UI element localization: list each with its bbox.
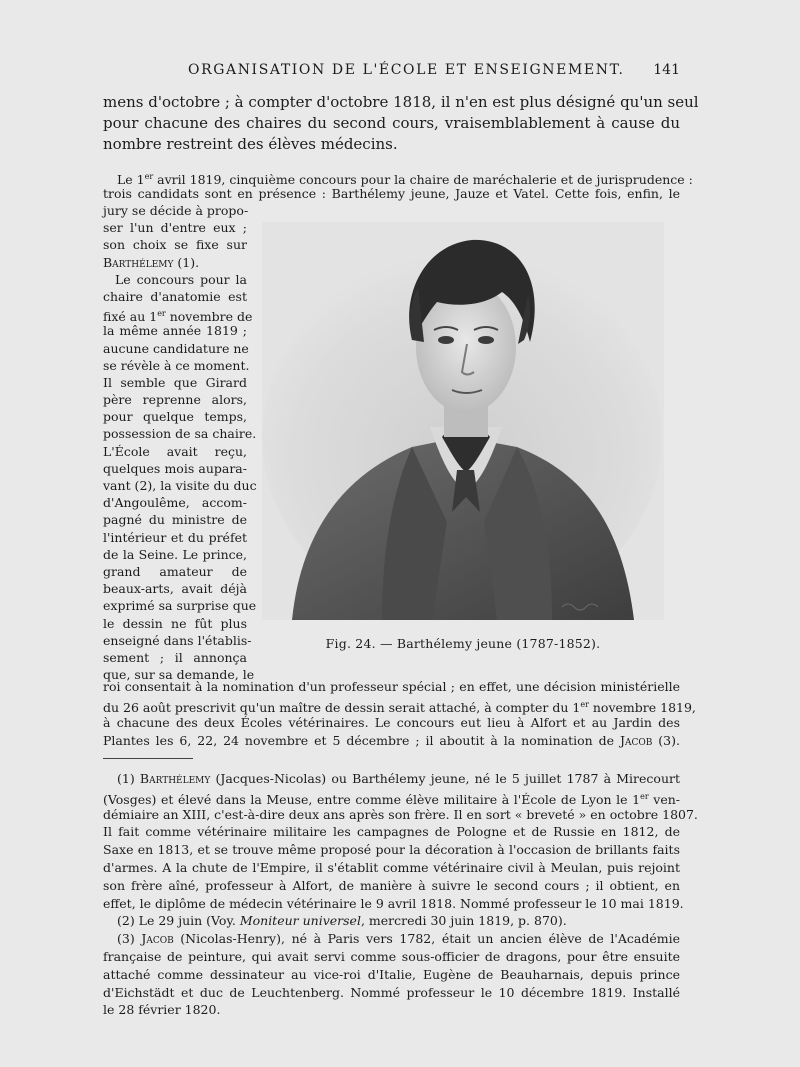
text-line: pour chacune des chaires du second cours, vraisemblablement à cause du (103, 114, 680, 132)
running-head (100, 62, 680, 82)
text-line: mens d'octobre ; à compter d'octobre 1818, il n'en est plus désigné qu'un seul (103, 93, 699, 111)
footnote-line: effet, le diplôme de médecin vétérinaire le 9 avril 1818. Nommé professeur le 10 mai 1819. (103, 895, 684, 911)
page-number: 141 (653, 62, 680, 78)
text-line: exprimé sa surprise que (103, 598, 257, 614)
text-line: que, sur sa demande, le (103, 667, 255, 683)
text-line: se révèle à ce moment. (103, 357, 250, 373)
text-line: possession de sa chaire. (103, 426, 257, 442)
text-line: à chacune des deux Écoles vétérinaires. Le concours eut lieu à Alfort et au Jardin des (103, 715, 680, 730)
text-line: d'Angoulême, accom- (103, 495, 247, 511)
footnote-line: son frère aîné, professeur à Alfort, de manière à suivre le second cours ; il obtient, en (103, 877, 680, 893)
paragraph-maitre-de-dessin (103, 678, 696, 750)
footnote-line: démiaire an XIII, c'est-à-dire deux ans après son frère. Il en sort « breveté » en octobre 1807. (103, 806, 698, 822)
footnote-rule (103, 758, 193, 759)
portrait-figure (262, 222, 664, 620)
text-line: du 26 août prescrivit qu'un maître de dessin serait attaché, à compter du 1er novembre 1819, (103, 700, 696, 715)
text-line: Barthélemy (1). (103, 254, 200, 270)
text-line: grand amateur de (103, 563, 247, 579)
footnote-line: attaché comme dessinateur au vice-roi d'Italie, Eugène de Beauharnais, depuis prince (103, 966, 680, 982)
lead-paragraph (103, 92, 699, 155)
text-line: enseigné dans l'établis- (103, 632, 252, 648)
footnote-line: française de peinture, qui avait servi comme sous-officier de dragons, pour être ensuite (103, 948, 680, 964)
text-column-beside-figure (103, 202, 257, 683)
text-line: ser l'un d'entre eux ; (103, 220, 247, 236)
footnote-line: Saxe en 1813, et se trouve même proposé pour la décoration à l'occasion de brillants faits (103, 842, 680, 858)
footnote-line: Il fait comme vétérinaire militaire les campagnes de Pologne et de Russie en 1812, de (103, 824, 680, 840)
figure-caption: Fig. 24. — Barthélemy jeune (1787-1852). (325, 636, 601, 651)
text-line: Plantes les 6, 22, 24 novembre et 5 décembre ; il aboutit à la nomination de Jacob (3). (103, 733, 680, 748)
footnote-line: le 28 février 1820. (103, 1002, 221, 1018)
footnotes (103, 770, 698, 1019)
text-line: l'intérieur et du préfet (103, 529, 247, 545)
text-line: fixé au 1er novembre de (103, 309, 253, 325)
text-line: roi consentait à la nomination d'un professeur spécial ; en effet, une décision ministérielle (103, 679, 680, 694)
text-line: quelques mois aupara- (103, 460, 247, 476)
running-head-title: ORGANISATION DE L'ÉCOLE ET ENSEIGNEMENT. (188, 62, 625, 78)
text-line: le dessin ne fût plus (103, 615, 247, 631)
text-line: pour quelque temps, (103, 409, 247, 425)
footnote-line: (Vosges) et élevé dans la Meuse, entre comme élève militaire à l'École de Lyon le 1er ven- (103, 791, 680, 807)
text-line: trois candidats sont en présence : Barthélemy jeune, Jauze et Vatel. Cette fois, enfin, le (103, 186, 680, 201)
text-line: vant (2), la visite du duc (103, 478, 257, 493)
portrait-engraving (262, 222, 664, 620)
text-line: son choix se fixe sur (103, 237, 247, 253)
text-line: pagné du ministre de (103, 512, 247, 528)
footnote-line: (3) Jacob (Nicolas-Henry), né à Paris vers 1782, était un ancien élève de l'Académie (117, 931, 680, 947)
text-line: L'École avait reçu, (103, 443, 247, 459)
footnote-line: d'Eichstädt et duc de Leuchtenberg. Nommé professeur le 10 décembre 1819. Installé (103, 984, 680, 1000)
paragraph-concours-marechalerie (103, 168, 693, 202)
footnote-line: (2) Le 29 juin (Voy. Moniteur universel, mercredi 30 juin 1819, p. 870). (117, 913, 567, 929)
text-line: père reprenne alors, (103, 392, 247, 408)
footnote-line: (1) Barthélemy (Jacques-Nicolas) ou Barthélemy jeune, né le 5 juillet 1787 à Mirecourt (117, 771, 680, 786)
text-line: de la Seine. Le prince, (103, 546, 247, 562)
text-line: aucune candidature ne (103, 340, 249, 356)
text-line: jury se décide à propo- (103, 203, 249, 218)
text-line: beaux-arts, avait déjà (103, 581, 247, 597)
text-line: Il semble que Girard (103, 374, 247, 390)
footnote-line: d'armes. A la chute de l'Empire, il s'établit comme vétérinaire civil à Meulan, puis rejoint (103, 859, 680, 875)
text-line: chaire d'anatomie est (103, 288, 247, 304)
text-line: sement ; il annonça (103, 649, 247, 665)
text-line: la même année 1819 ; (103, 323, 247, 339)
text-line: Le concours pour la (115, 271, 247, 287)
text-line: Le 1er avril 1819, cinquième concours pour la chaire de maréchalerie et de jurisprudence : (117, 172, 693, 187)
text-line: nombre restreint des élèves médecins. (103, 135, 398, 153)
